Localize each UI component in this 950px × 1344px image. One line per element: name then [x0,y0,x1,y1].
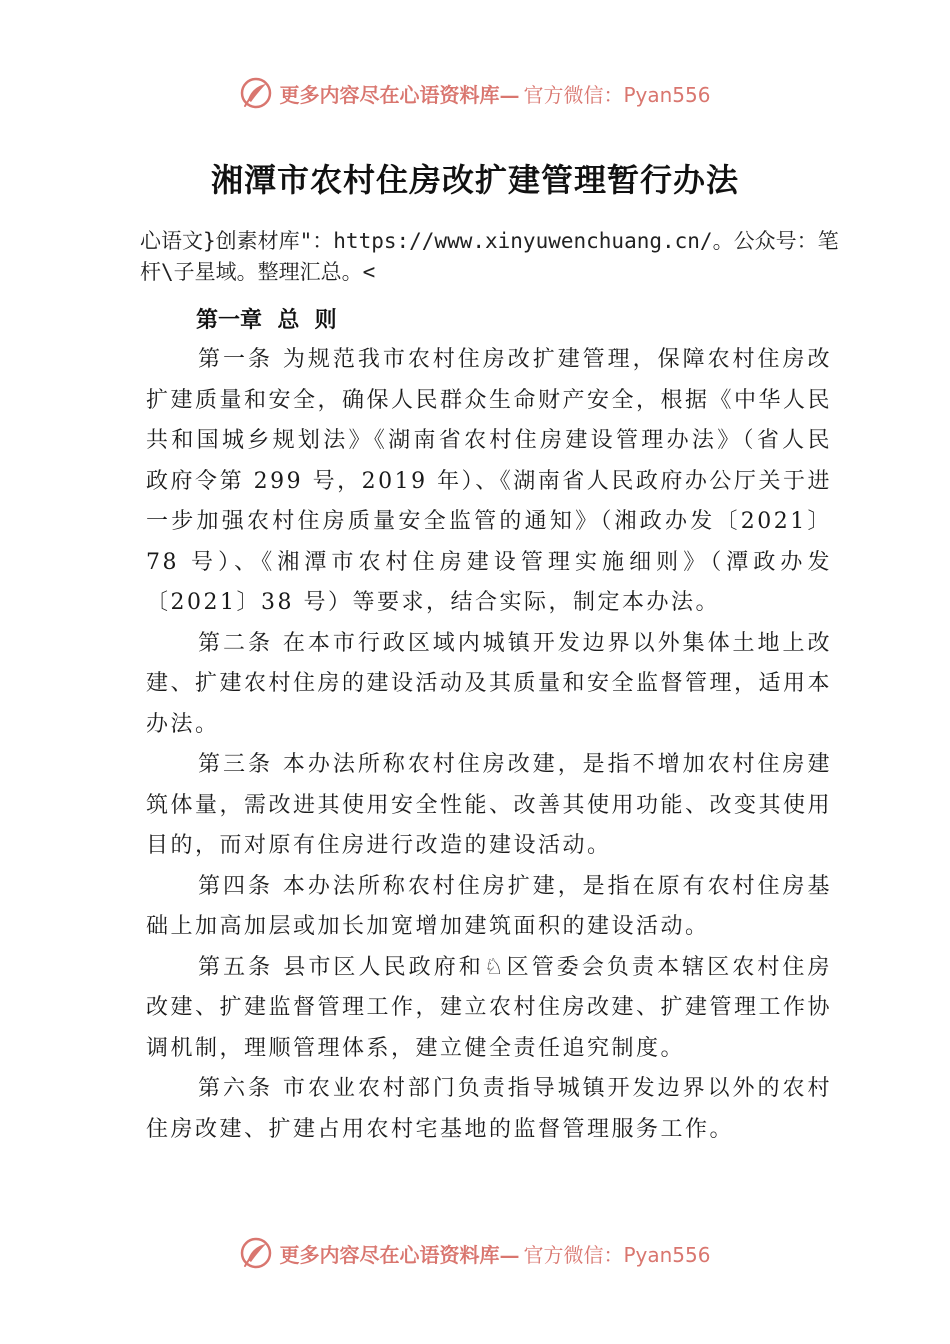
article-5: 第五条 县市区人民政府和♘区管委会负责本辖区农村住房改建、扩建监督管理工作，建立农村住房改建、扩建管理工作协调机制，理顺管理体系，建立健全责任追究制度。 [146,954,833,1061]
article-6: 第六条 市农业农村部门负责指导城镇开发边界以外的农村住房改建、扩建占用农村宅基地的监督管理服务工作。 [146,1076,832,1142]
article-1: 第一条 为规范我市农村住房改扩建管理，保障农村住房改扩建质量和安全，确保人民群众生命财产安全，根据《中华人民共和国城乡规划法》《湖南省农村住房建设管理办法》（省人民政府令第 299 号，2019 年）、《湖南省人民政府办公厅关于进一步加强农村住房质量安全监管的通知》（湘政办发〔2021〕78 号）、《湘潭市农村住房建设管理实施细则》（潭政办发〔2021〕38 号）等要求，结合实际，制定本办法。 [146,347,833,615]
banner-brand-text: 更多内容尽在心语资料库— [279,1242,520,1267]
header-banner [0,73,950,113]
chapter-heading: 第一章 总 则 [196,308,337,333]
logo-icon [239,1236,273,1270]
article-list [146,340,832,1150]
logo-icon [239,76,273,110]
article-4: 第四条 本办法所称农村住房扩建，是指在原有农村住房基础上加高加层或加长加宽增加建筑面积的建设活动。 [146,873,832,939]
article-3: 第三条 本办法所称农村住房改建，是指不增加农村住房建筑体量，需改进其使用安全性能、改善其使用功能、改变其使用目的，而对原有住房进行改造的建设活动。 [146,752,833,858]
source-note: 心语文}创素材库"：https://www.xinyuwenchuang.cn/。公众号：笔杆\子星域。整理汇总。< [140,229,839,284]
document-title: 湘潭市农村住房改扩建管理暂行办法 [210,161,739,199]
article-2: 第二条 在本市行政区域内城镇开发边界以外集体土地上改建、扩建农村住房的建设活动及其质量和安全监督管理，适用本办法。 [146,630,833,737]
footer-banner [0,1233,950,1273]
banner-wechat-text: 官方微信：Pyan556 [523,82,711,107]
banner-brand-text: 更多内容尽在心语资料库— [279,82,520,107]
banner-wechat-text: 官方微信：Pyan556 [523,1242,711,1267]
